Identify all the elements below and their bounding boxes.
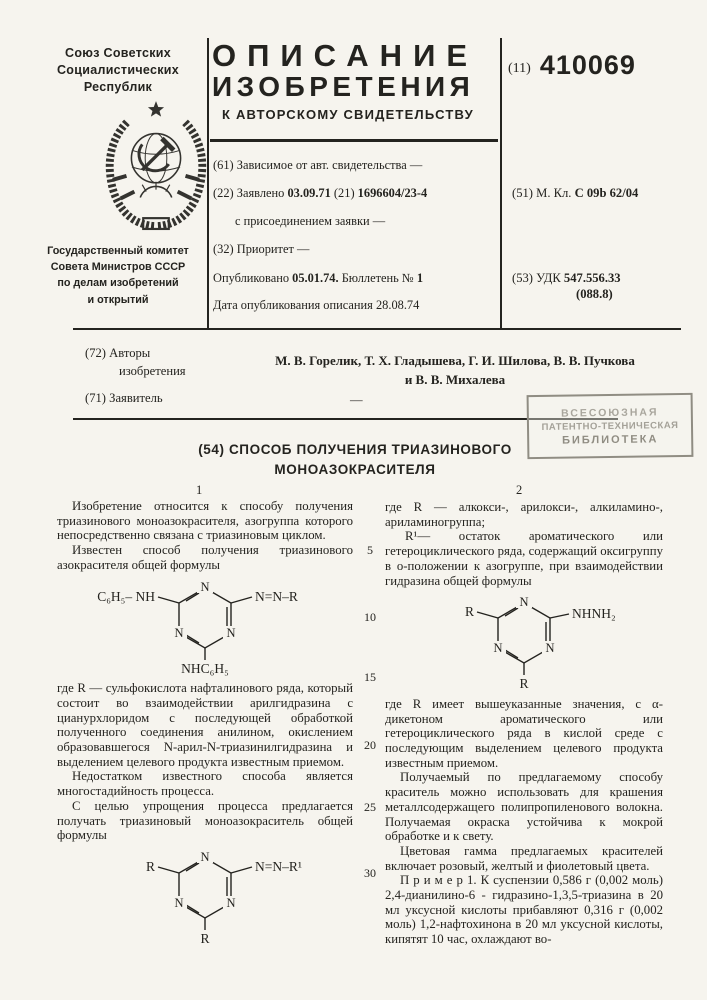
class-label: (51) М. Кл. xyxy=(512,186,572,200)
substituent-left: R xyxy=(464,604,474,620)
application-label: (21) xyxy=(330,186,358,200)
chemical-formula-proposed-dye xyxy=(57,846,353,950)
column-1-number: 1 xyxy=(196,483,203,497)
union-name: Союз Советских Социалистических Республик xyxy=(56,46,180,94)
stamp-line2: ПАТЕНТНО-ТЕХНИЧЕСКАЯ xyxy=(541,419,679,433)
substituent-bottom: NHC₆H₅ xyxy=(181,660,229,676)
doc-num-value: 410069 xyxy=(539,50,636,80)
bulletin-number: 1 xyxy=(416,271,424,285)
udc-value: 547.556.33 xyxy=(563,271,621,285)
field-22-filed xyxy=(213,186,498,202)
azo-group-right: N=N–R¹ xyxy=(255,858,302,874)
chemical-formula-known-dye xyxy=(57,576,353,680)
ring-nitrogen-right: N xyxy=(226,895,236,910)
field-32-priority: (32) Приоритет — xyxy=(213,242,310,256)
line-number-15: 15 xyxy=(364,670,376,684)
hydrazino-group-right: NHNH₂ xyxy=(572,606,616,622)
line-number-5: 5 xyxy=(367,543,373,557)
triazine-ring-diagram-2 xyxy=(80,846,330,946)
stamp-line3: БИБЛИОТЕКА xyxy=(561,432,659,447)
divider-horizontal-top xyxy=(73,328,681,330)
ring-nitrogen-left: N xyxy=(493,641,503,656)
ring-nitrogen-top: N xyxy=(200,579,210,594)
authors-names: М. В. Горелик, Т. Х. Гладышева, Г. И. Шилова, В. В. Пучкова и В. В. Михалева xyxy=(275,353,635,387)
authors-label-line2: изобретения xyxy=(119,363,186,378)
application-number: 1696604/23-4 xyxy=(357,186,428,200)
col2-paragraph-1: где R — алкокси-, арилокси-, алкиламино-, ариламиногруппа; xyxy=(385,500,663,529)
col1-paragraph-1: Изобретение относится к способу получения триазинового моноазокрасителя, азогруппа которого непосредственно связана с триазиновым циклом. xyxy=(57,499,353,543)
line-number-10: 10 xyxy=(364,610,376,624)
ring-nitrogen-left: N xyxy=(174,625,184,640)
subtitle-underline xyxy=(210,139,498,142)
col1-paragraph-3: где R — сульфокислота нафталинового ряда, который состоит во взаимодействии арилгидразина с цианурхлоридом с последующей обработкой полученного соединения анилином, окислением образовавшегося N-арил-N-триазинилгидразина и выделением целевого продукта известным приемом. xyxy=(57,681,353,769)
ring-nitrogen-right: N xyxy=(226,625,236,640)
class-value: С 09b 62/04 xyxy=(574,186,639,200)
triazine-ring-diagram-3 xyxy=(399,591,649,691)
applicant-value: — xyxy=(350,393,363,407)
title-subtitle: К АВТОРСКОМУ СВИДЕТЕЛЬСТВУ xyxy=(222,107,474,123)
col2-paragraph-5: Цветовая гамма предлагаемых красителей включает розовый, желтый и фиолетовый цвета. xyxy=(385,843,663,873)
ring-nitrogen-left: N xyxy=(174,895,184,910)
filed-date: 03.09.71 xyxy=(287,186,331,200)
col2-paragraph-4: Получаемый по предлагаемому способу краситель можно использовать для крашения металлсодержащего полипропиленового волокна. Получаемая окраска устойчива к мокрой обработке и к свету. xyxy=(385,770,663,844)
body-column-2 xyxy=(385,500,663,947)
field-attachment: с присоединением заявки — xyxy=(235,214,386,228)
field-53-udc xyxy=(512,270,621,303)
udc-label: (53) УДК xyxy=(512,271,561,285)
substituent-bottom: R xyxy=(200,930,210,946)
column-2-number: 2 xyxy=(516,483,523,497)
body-column-1 xyxy=(57,499,353,952)
ring-nitrogen-top: N xyxy=(200,849,210,864)
chemical-formula-hydrazine xyxy=(385,591,663,695)
ussr-coat-of-arms xyxy=(97,99,215,237)
col2-paragraph-3: где R имеет вышеуказанные значения, с α-дикетоном ароматического или гетероциклического ряда в кислой среде с последующим выделением целевого продукта известным приемом. xyxy=(385,696,663,770)
published-label: Опубликовано xyxy=(213,271,293,285)
field-description-date: Дата опубликования описания 28.08.74 xyxy=(213,298,420,312)
doc-num-label: (11) xyxy=(508,61,531,76)
col1-paragraph-2: Известен способ получения триазинового азокрасителя общей формулы xyxy=(57,543,353,572)
published-date: 05.01.74. xyxy=(292,271,339,285)
col2-paragraph-2: R¹— остаток ароматического или гетероциклического ряда, содержащий оксигруппу в о-положении к азогруппе, при взаимодействии гидразина общей формулы xyxy=(385,529,663,588)
ring-nitrogen-right: N xyxy=(545,641,555,656)
line-number-20: 20 xyxy=(364,738,376,752)
udc-value-2: (088.8) xyxy=(576,287,613,302)
document-kind-title xyxy=(212,40,500,122)
field-51-class xyxy=(512,186,638,201)
field-published xyxy=(213,271,498,287)
stamp-line1: ВСЕСОЮЗНАЯ xyxy=(561,405,659,420)
committee-name: Государственный комитет Совета Министров СССР по делам изобретений и открытий xyxy=(47,245,189,306)
invention-title: (54) СПОСОБ ПОЛУЧЕНИЯ ТРИАЗИНОВОГО МОНОАЗОКРАСИТЕЛЯ xyxy=(198,442,512,477)
authors-label-line1: (72) Авторы xyxy=(85,346,151,360)
col2-paragraph-6-example: П р и м е р 1. К суспензии 0,586 г (0,002 моль) 2,4-дианилино-6 - гидразино-1,3,5-триазина в 20 мл уксусной кислоты прибавляют 0,316 г (0,002 моль) 1,2-нафтохинона в 20 мл уксусной кислоты, кипятят 10 час, охлаждают во- xyxy=(385,873,663,947)
authors-label xyxy=(85,345,186,380)
applicant-label: (71) Заявитель xyxy=(85,391,163,405)
title-opisanie: ОПИСАНИЕ xyxy=(212,38,479,73)
azo-group-right: N=N–R xyxy=(255,588,298,604)
triazine-ring-diagram-1 xyxy=(80,576,330,676)
substituent-left: C₆H₅– NH xyxy=(97,588,155,604)
substituent-left: R xyxy=(145,858,155,874)
line-number-30: 30 xyxy=(364,866,376,880)
divider-vertical-left xyxy=(207,38,209,330)
title-izobreteniya: ИЗОБРЕТЕНИЯ xyxy=(212,71,475,102)
field-61-dependent: (61) Зависимое от авт. свидетельства — xyxy=(213,158,423,172)
col1-paragraph-5: С целью упрощения процесса предлагается получать триазиновый моноазокраситель общей формулы xyxy=(57,798,353,843)
filed-label: (22) Заявлено xyxy=(213,186,288,200)
line-number-25: 25 xyxy=(364,800,376,814)
ring-nitrogen-top: N xyxy=(519,595,529,610)
bulletin-label: Бюллетень № xyxy=(338,271,417,285)
divider-vertical-right xyxy=(500,38,502,330)
substituent-bottom: R xyxy=(519,676,529,692)
document-number xyxy=(508,50,636,81)
col1-paragraph-4: Недостатком известного способа является многостадийность процесса. xyxy=(57,769,353,799)
